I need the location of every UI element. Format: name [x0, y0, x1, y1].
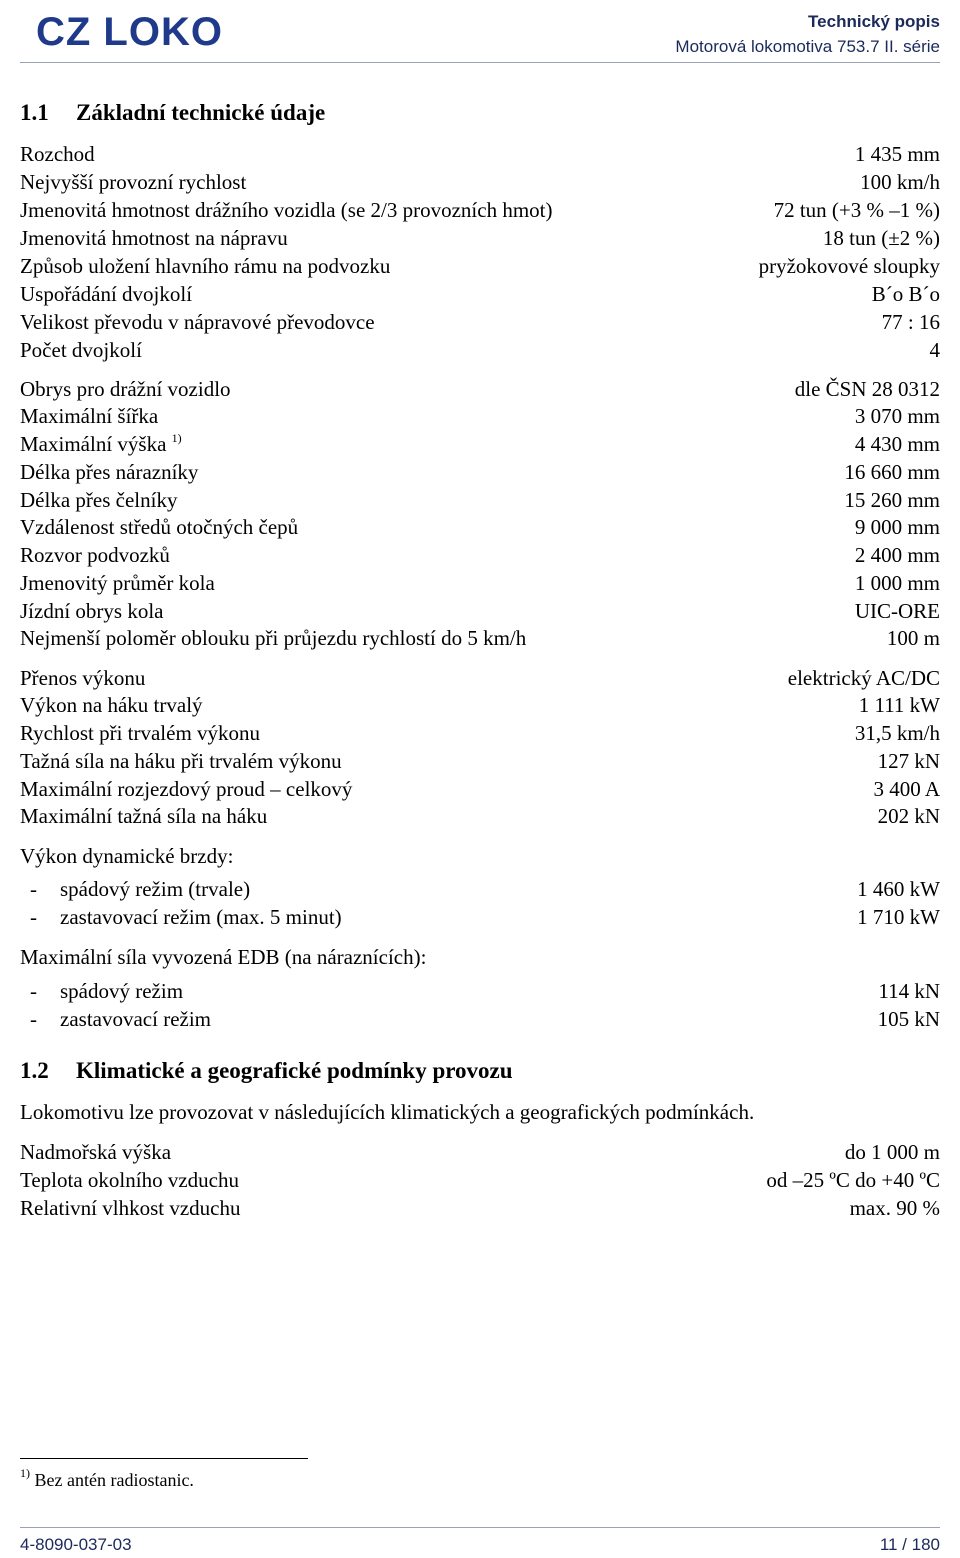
spec-label: Přenos výkonu: [20, 666, 146, 690]
spec-row: [20, 168, 940, 196]
spec-label-with-dash: [30, 1005, 211, 1033]
spec-value: 114 kN: [878, 979, 940, 1003]
spec-value: 18 tun (±2 %): [822, 226, 940, 250]
spec-value: max. 90 %: [849, 1196, 940, 1220]
spec-label: Uspořádání dvojkolí: [20, 282, 193, 306]
spec-value: 1 460 kW: [857, 877, 940, 901]
spec-label: Maximální tažná síla na háku: [20, 804, 268, 828]
spec-row: [20, 486, 940, 514]
edb-force-heading: Maximální síla vyvozená EDB (na náraznících):: [20, 945, 427, 969]
spec-label: Teplota okolního vzduchu: [20, 1168, 239, 1192]
section-heading-1-1: [20, 100, 325, 126]
spec-value: 100 m: [886, 626, 940, 650]
spec-label-with-dash: [30, 903, 342, 931]
spec-row: [20, 1138, 940, 1166]
footnote-mark: 1): [20, 1466, 30, 1480]
spec-label: Rozchod: [20, 142, 95, 166]
spec-value: 1 710 kW: [857, 905, 940, 929]
list-dash: -: [30, 877, 37, 901]
spec-label: Maximální rozjezdový proud – celkový: [20, 777, 353, 801]
spec-label-with-dash: [30, 977, 183, 1005]
spec-label: spádový režim: [60, 979, 184, 1003]
list-dash: -: [30, 979, 37, 1003]
spec-label: Rychlost při trvalém výkonu: [20, 721, 261, 745]
spec-value: 127 kN: [877, 749, 940, 773]
spec-label: Délka přes nárazníky: [20, 460, 199, 484]
spec-row: [20, 336, 940, 364]
spec-row: [20, 664, 940, 692]
spec-value: 16 660 mm: [844, 460, 940, 484]
section-number: 1.1: [20, 100, 49, 125]
spec-value: 202 kN: [877, 804, 940, 828]
spec-value: 1 435 mm: [854, 142, 940, 166]
spec-value: 3 070 mm: [854, 404, 940, 428]
spec-value: 100 km/h: [860, 170, 940, 194]
spec-value: elektrický AC/DC: [787, 666, 940, 690]
spec-label-with-footnote: [20, 430, 182, 458]
section-number: 1.2: [20, 1058, 49, 1083]
spec-label: Nadmořská výška: [20, 1140, 172, 1164]
spec-row: [20, 196, 940, 224]
spec-row: [20, 691, 940, 719]
spec-value: 1 111 kW: [858, 693, 940, 717]
footnote: [20, 1468, 194, 1492]
spec-row: [20, 140, 940, 168]
section-intro: Lokomotivu lze provozovat v následujících klimatických a geografických podmínkách.: [20, 1100, 755, 1124]
spec-label: Jízdní obrys kola: [20, 599, 164, 623]
spec-row: [20, 747, 940, 775]
spec-label: Nejvyšší provozní rychlost: [20, 170, 247, 194]
spec-label: Způsob uložení hlavního rámu na podvozku: [20, 254, 391, 278]
spec-label: Nejmenší poloměr oblouku při průjezdu rychlostí do 5 km/h: [20, 626, 527, 650]
spec-row: [20, 430, 940, 458]
spec-label: zastavovací režim (max. 5 minut): [60, 905, 342, 929]
footnote-text: Bez antén radiostanic.: [34, 1470, 194, 1490]
spec-value: 3 400 A: [873, 777, 940, 801]
document-subtitle: Motorová lokomotiva 753.7 II. série: [675, 37, 940, 56]
spec-row: [20, 977, 940, 1005]
spec-value: 105 kN: [877, 1007, 940, 1031]
spec-value: 72 tun (+3 % –1 %): [773, 198, 940, 222]
spec-row: [20, 875, 940, 903]
spec-row: [20, 1166, 940, 1194]
spec-row: [20, 541, 940, 569]
spec-row: [20, 624, 940, 652]
spec-row: [20, 280, 940, 308]
spec-label: Velikost převodu v nápravové převodovce: [20, 310, 375, 334]
spec-row: [20, 308, 940, 336]
spec-row: [20, 569, 940, 597]
spec-row: [20, 252, 940, 280]
spec-label: Jmenovitá hmotnost na nápravu: [20, 226, 288, 250]
spec-value: do 1 000 m: [844, 1140, 940, 1164]
spec-value: 31,5 km/h: [854, 721, 940, 745]
spec-value: UIC-ORE: [854, 599, 940, 623]
spec-row: [20, 719, 940, 747]
header-divider: [20, 62, 940, 63]
spec-value: pryžokovové sloupky: [758, 254, 940, 278]
spec-row: [20, 513, 940, 541]
spec-label: Jmenovitý průměr kola: [20, 571, 215, 595]
spec-label: Obrys pro drážní vozidlo: [20, 377, 231, 401]
list-dash: -: [30, 905, 37, 929]
spec-label: Tažná síla na háku při trvalém výkonu: [20, 749, 342, 773]
spec-label: Maximální výška: [20, 432, 167, 456]
brake-power-heading: Výkon dynamické brzdy:: [20, 844, 234, 868]
spec-label: spádový režim (trvale): [60, 877, 251, 901]
footnote-reference: 1): [171, 431, 182, 445]
spec-value: 15 260 mm: [844, 488, 940, 512]
spec-row: [20, 597, 940, 625]
spec-row: [20, 1194, 940, 1222]
section-title: Klimatické a geografické podmínky provozu: [76, 1058, 513, 1083]
spec-row: [20, 375, 940, 403]
spec-row: [20, 775, 940, 803]
spec-value: 77 : 16: [881, 310, 940, 334]
spec-row: [20, 458, 940, 486]
document-number: 4-8090-037-03: [20, 1535, 132, 1554]
spec-value: dle ČSN 28 0312: [794, 377, 940, 401]
footnote-divider: [20, 1458, 308, 1459]
spec-value: 4 430 mm: [854, 432, 940, 456]
spec-row: [20, 903, 940, 931]
spec-row: [20, 802, 940, 830]
spec-label: Rozvor podvozků: [20, 543, 170, 567]
spec-label: Maximální šířka: [20, 404, 159, 428]
spec-value: od –25 ºC do +40 ºC: [766, 1168, 940, 1192]
spec-value: B´o B´o: [871, 282, 940, 306]
logo-text: CZ LOKO: [36, 10, 223, 54]
spec-label: Jmenovitá hmotnost drážního vozidla (se 2/3 provozních hmot): [20, 198, 553, 222]
list-dash: -: [30, 1007, 37, 1031]
spec-label: Výkon na háku trvalý: [20, 693, 203, 717]
cz-loko-logo: [20, 5, 318, 55]
spec-label: Relativní vlhkost vzduchu: [20, 1196, 241, 1220]
section-heading-1-2: [20, 1058, 513, 1084]
spec-label-with-dash: [30, 875, 250, 903]
section-title: Základní technické údaje: [76, 100, 326, 125]
spec-label: Délka přes čelníky: [20, 488, 178, 512]
footer-divider: [20, 1527, 940, 1528]
spec-value: 2 400 mm: [854, 543, 940, 567]
spec-row: [20, 224, 940, 252]
document-title: Technický popis: [808, 12, 940, 31]
spec-value: 4: [929, 338, 940, 362]
spec-label: Počet dvojkolí: [20, 338, 142, 362]
spec-label: Vzdálenost středů otočných čepů: [20, 515, 299, 539]
spec-value: 1 000 mm: [854, 571, 940, 595]
spec-row: [20, 402, 940, 430]
spec-row: [20, 1005, 940, 1033]
page-header: [0, 0, 960, 64]
spec-label: zastavovací režim: [60, 1007, 211, 1031]
page-number: 11 / 180: [879, 1535, 940, 1554]
spec-value: 9 000 mm: [854, 515, 940, 539]
